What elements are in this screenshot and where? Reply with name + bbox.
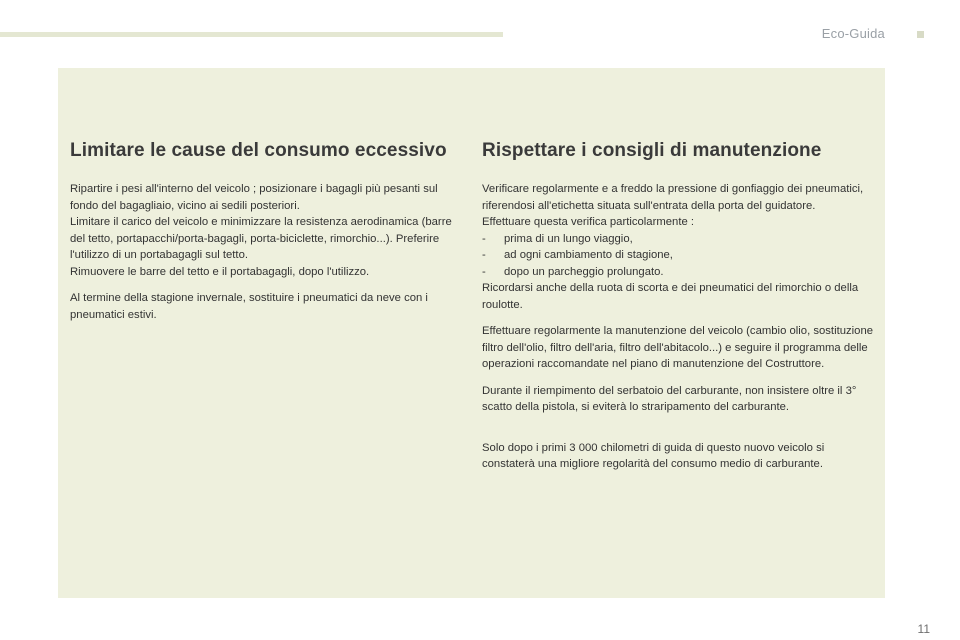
- right-column: [482, 140, 874, 483]
- right-text-1: Verificare regolarmente e a freddo la pressione di gonfiaggio dei pneumatici, riferendosi all'etichetta situata sull'entrata della porta del guidatore.: [482, 183, 864, 212]
- list-item: [482, 264, 874, 281]
- left-text-3: Rimuovere le barre del tetto e il portabagagli, dopo l'utilizzo.: [70, 265, 370, 278]
- list-dash: -: [482, 232, 486, 245]
- right-title: Rispettare i consigli di manutenzione: [482, 140, 822, 161]
- right-paragraph-mileage: Solo dopo i primi 3 000 chilometri di guida di questo nuovo veicolo si constaterà una migliore regolarità del consumo medio di carburante.: [482, 441, 825, 470]
- list-dash: -: [482, 249, 486, 261]
- header-rule: [0, 32, 503, 37]
- left-paragraph-winter: Al termine della stagione invernale, sostituire i pneumatici da neve con i pneumatici estivi.: [70, 292, 428, 321]
- list-item-text: ad ogni cambiamento di stagione,: [504, 249, 673, 261]
- page-number: 11: [917, 622, 930, 636]
- right-paragraph-pressure: [482, 181, 874, 313]
- corner-marker: [917, 31, 924, 38]
- left-text-2: Limitare il carico del veicolo e minimizzare la resistenza aerodinamica (barre del tetto, portapacchi/porta-bagagli, porta-biciclette, rimorchio...). Preferire l'utilizzo di un portabagagli sul tetto.: [70, 216, 452, 261]
- left-title: Limitare le cause del consumo eccessivo: [70, 140, 447, 161]
- content-panel: [58, 68, 885, 598]
- left-text-1: Ripartire i pesi all'interno del veicolo ; posizionare i bagagli più pesanti sul fondo del bagagliaio, vicino ai sedili posteriori.: [70, 183, 438, 212]
- list-dash: -: [482, 265, 486, 278]
- list-item: [482, 247, 874, 264]
- right-paragraph-maintenance: Effettuare regolarmente la manutenzione del veicolo (cambio olio, sostituzione filtro dell'olio, filtro dell'aria, filtro dell'abitacolo...) e seguire il programma delle operazioni raccomandate nel piano di manutenzione del Costruttore.: [482, 325, 874, 370]
- list-item-text: dopo un parcheggio prolungato.: [504, 265, 664, 278]
- left-column: [70, 140, 460, 333]
- right-text-3: Ricordarsi anche della ruota di scorta e dei pneumatici del rimorchio o della roulotte.: [482, 282, 859, 311]
- right-text-2: Effettuare questa verifica particolarmente :: [482, 216, 695, 228]
- right-paragraph-fuel: Durante il riempimento del serbatoio del carburante, non insistere oltre il 3° scatto della pistola, si eviterà lo straripamento del carburante.: [482, 384, 857, 413]
- list-item-text: prima di un lungo viaggio,: [504, 232, 633, 245]
- list-item: [482, 231, 874, 248]
- left-paragraph: [70, 181, 460, 280]
- section-label: Eco-Guida: [821, 26, 885, 41]
